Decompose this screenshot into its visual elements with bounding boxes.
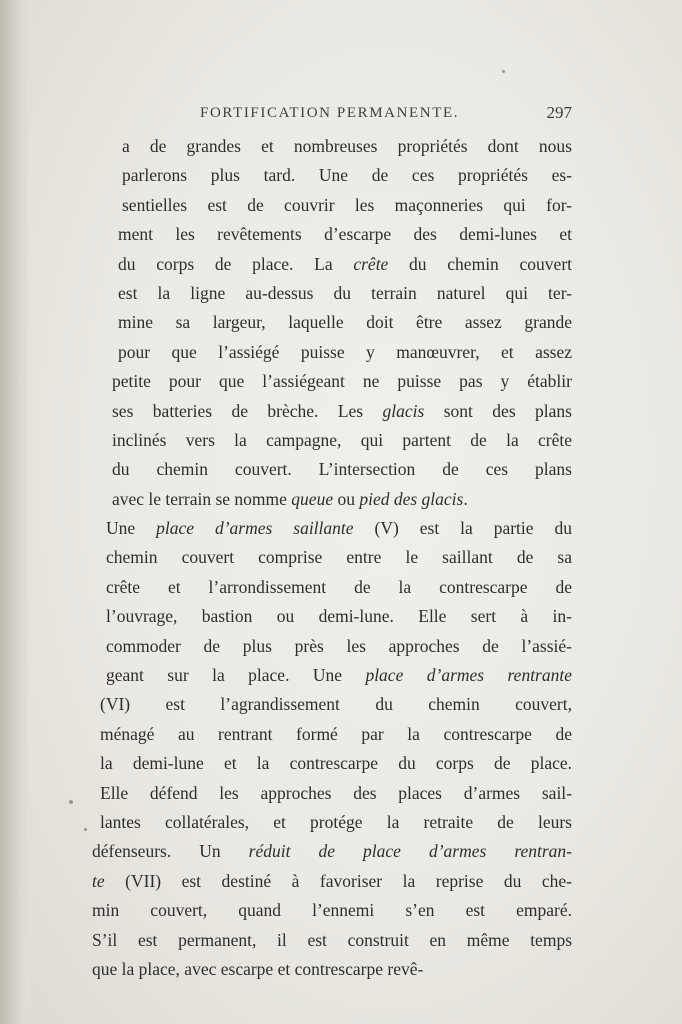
text-line [92,632,572,661]
text-line [92,514,572,543]
text-line [92,955,572,984]
text-segment: ou [333,488,360,509]
text-line [92,926,572,955]
text-segment: Une [106,518,157,539]
text-segment: crête et l’arrondissement de la contrescarpe de [106,576,572,597]
text-line [92,279,572,308]
text-segment: est la ligne au-dessus du terrain naturel qui ter- [118,282,572,303]
text-segment: commoder de plus près les approches de l’assié- [106,635,572,656]
italic-term: queue [291,488,334,509]
text-line [92,455,572,484]
text-segment: ses batteries de brèche. Les [112,400,383,421]
text-segment: geant sur la place. Une [106,665,366,686]
text-line [92,191,572,220]
paper-speck [69,800,73,804]
italic-term: place d’armes saillante [156,518,354,539]
text-line [92,661,572,690]
text-segment: parlerons plus tard. Une de ces propriétés es- [122,165,572,186]
text-line [92,426,572,455]
text-segment: du chemin couvert [388,253,572,274]
text-segment: (VI) est l’agrandissement du chemin couvert, [100,694,572,715]
page-number: 297 [546,103,572,122]
text-line [92,308,572,337]
text-line [92,837,572,866]
text-line [92,896,572,925]
text-segment: ménagé au rentrant formé par la contrescarpe de [100,723,572,744]
running-head: FORTIFICATION PERMANENTE. [200,105,460,121]
text-segment: sont des plans [424,400,572,421]
text-line [92,220,572,249]
text-segment: ment les revêtements d’escarpe des demi-lunes et [118,224,572,245]
text-segment: lantes collatérales, et protége la retraite de leurs [100,811,572,832]
italic-term: pied des glacis [359,488,464,509]
italic-term: place d’armes rentrante [365,665,572,686]
text-segment: Elle défend les approches des places d’armes sail- [100,782,572,803]
italic-term: réduit de place d’armes rentran- [248,841,572,862]
text-segment: que la place, avec escarpe et contrescarpe revê- [92,958,424,979]
text-line [92,720,572,749]
text-line [92,602,572,631]
text-line [92,749,572,778]
text-line [92,132,572,161]
italic-term: crête [353,253,389,274]
italic-term: glacis [382,400,425,421]
text-line [92,161,572,190]
text-segment: petite pour que l’assiégeant ne puisse pas y établir [112,371,572,392]
text-line [92,779,572,808]
text-line [92,808,572,837]
text-segment: inclinés vers la campagne, qui partent de la crête [112,429,572,450]
body-text [92,132,572,984]
text-segment: S’il est permanent, il est construit en même temps [92,929,572,950]
text-segment: (V) est la partie du [353,518,572,539]
text-segment: l’ouvrage, bastion ou demi-lune. Elle sert à in- [106,606,572,627]
text-segment: la demi-lune et la contrescarpe du corps de place. [100,753,572,774]
text-line [92,338,572,367]
text-line [92,543,572,572]
text-line [92,250,572,279]
text-segment: du corps de place. La [118,253,354,274]
text-segment: min couvert, quand l’ennemi s’en est emparé. [92,900,572,921]
text-line [92,397,572,426]
page-header [200,103,578,125]
paper-speck [502,70,505,73]
text-segment: chemin couvert comprise entre le saillant de sa [106,547,572,568]
text-segment: pour que l’assiégé puisse y manœuvrer, et assez [118,341,572,362]
text-segment: avec le terrain se nomme [112,488,292,509]
text-line [92,690,572,719]
text-segment: . [463,488,468,509]
text-line [92,573,572,602]
text-line [92,867,572,896]
italic-term: te [92,870,105,891]
text-line [92,485,572,514]
paper-speck [84,828,87,831]
text-segment: défenseurs. Un [92,841,249,862]
text-segment: sentielles est de couvrir les maçonneries qui for- [122,194,572,215]
text-segment: mine sa largeur, laquelle doit être assez grande [118,312,572,333]
text-segment: du chemin couvert. L’intersection de ces plans [112,459,572,480]
text-segment: (VII) est destiné à favoriser la reprise du che- [104,870,572,891]
text-line [92,367,572,396]
text-segment: a de grandes et nombreuses propriétés dont nous [122,136,572,156]
